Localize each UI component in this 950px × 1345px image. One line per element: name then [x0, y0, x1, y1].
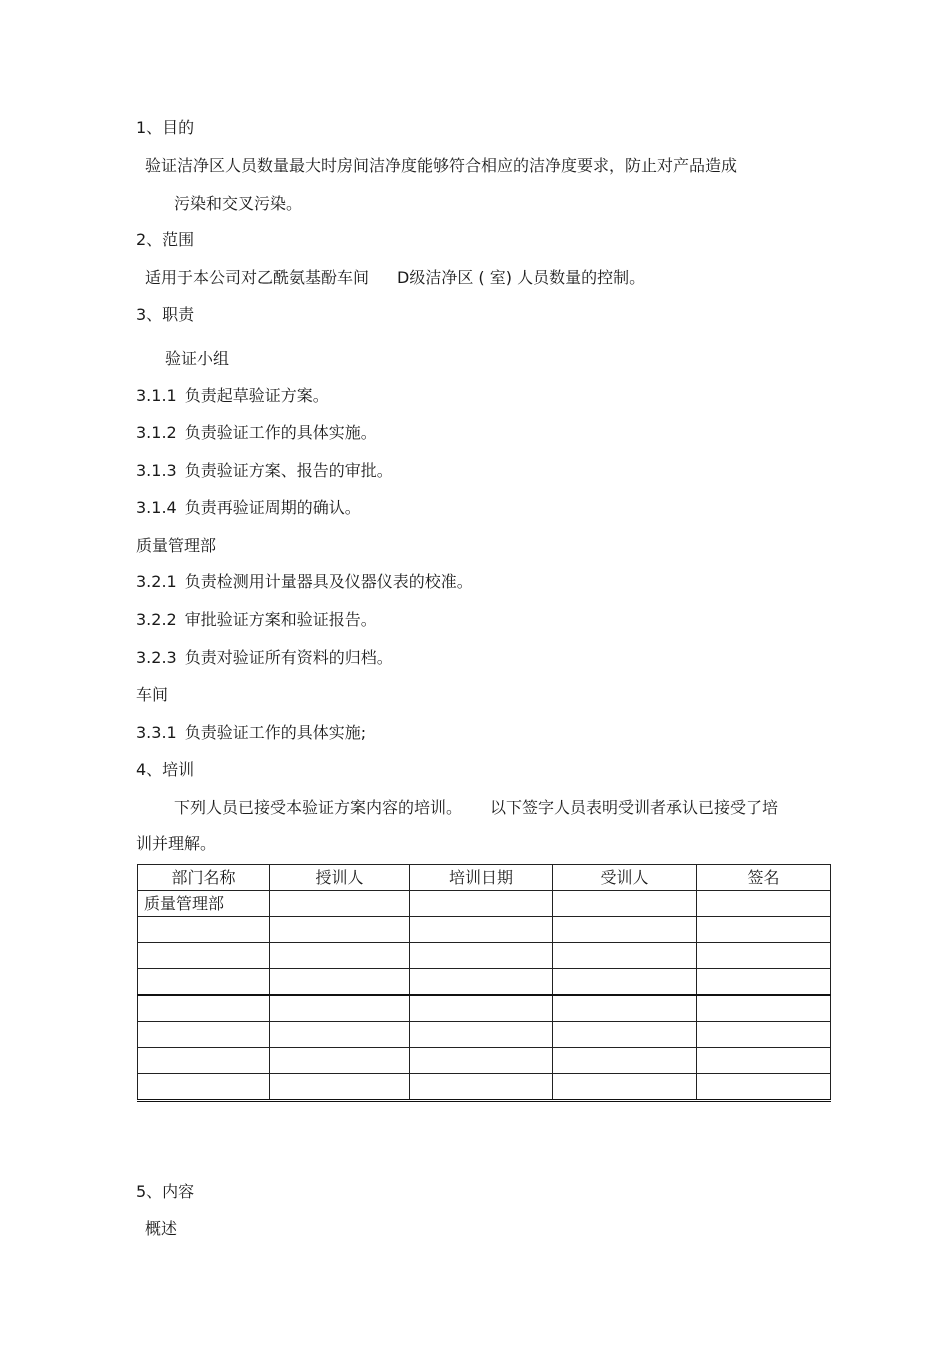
table-cell — [138, 943, 270, 969]
scope-text-part-2: D级洁净区 ( 室) 人员数量的控制。 — [397, 268, 646, 287]
table-cell — [270, 1022, 410, 1048]
table-cell — [697, 1074, 831, 1101]
item-3-1-3 — [136, 460, 393, 482]
item-number: 3.1.1 — [136, 386, 177, 405]
item-number: 3.2.2 — [136, 610, 177, 629]
header-training-date: 培训日期 — [410, 865, 553, 891]
table-cell — [410, 917, 553, 943]
table-cell — [410, 1074, 553, 1101]
table-cell — [138, 917, 270, 943]
table-cell — [270, 1048, 410, 1074]
item-number: 3.1.4 — [136, 498, 177, 517]
table-cell — [270, 969, 410, 996]
training-text-part-1: 下列人员已接受本验证方案内容的培训。 — [174, 798, 463, 817]
table-cell — [138, 1074, 270, 1101]
scope-text — [145, 267, 645, 289]
table-row — [138, 969, 831, 996]
training-record-table — [137, 864, 831, 1102]
item-3-2-3 — [136, 647, 393, 669]
table-cell — [553, 1074, 697, 1101]
table-row — [138, 943, 831, 969]
item-text: 负责检测用计量器具及仪器仪表的校准。 — [184, 572, 473, 591]
item-text: 负责对验证所有资料的归档。 — [184, 648, 393, 667]
table-cell — [410, 1022, 553, 1048]
item-3-2-2 — [136, 609, 377, 631]
header-trainer: 授训人 — [270, 865, 410, 891]
table-cell — [138, 969, 270, 996]
item-number: 3.1.3 — [136, 461, 177, 480]
training-text-line-1 — [174, 797, 778, 819]
table-cell — [410, 1048, 553, 1074]
table-cell — [270, 943, 410, 969]
table-row — [138, 995, 831, 1022]
section-1-title: 1、目的 — [136, 118, 195, 137]
item-text: 负责验证方案、报告的审批。 — [184, 461, 393, 480]
section-4-title: 4、培训 — [136, 760, 195, 779]
table-row — [138, 917, 831, 943]
item-text: 负责验证工作的具体实施。 — [184, 423, 377, 442]
table-cell — [270, 1074, 410, 1101]
table-cell — [697, 995, 831, 1022]
table-cell — [138, 995, 270, 1022]
item-text: 负责验证工作的具体实施; — [184, 723, 367, 742]
overview-subtitle: 概述 — [145, 1219, 178, 1238]
table-cell — [697, 1022, 831, 1048]
table-cell — [697, 917, 831, 943]
table-cell — [553, 943, 697, 969]
table-cell — [697, 969, 831, 996]
table-cell — [553, 917, 697, 943]
table-cell — [697, 943, 831, 969]
group-validation-team: 验证小组 — [165, 349, 230, 368]
table-row — [138, 1074, 831, 1101]
training-text-line-2: 训并理解。 — [136, 834, 217, 853]
header-dept-name: 部门名称 — [138, 865, 270, 891]
item-number: 3.3.1 — [136, 723, 177, 742]
item-3-1-1 — [136, 385, 329, 407]
header-signature: 签名 — [697, 865, 831, 891]
section-5-title: 5、内容 — [136, 1182, 195, 1201]
item-3-1-4 — [136, 497, 361, 519]
item-3-2-1 — [136, 571, 473, 593]
table-cell — [553, 969, 697, 996]
table-cell — [697, 891, 831, 917]
table-cell — [410, 891, 553, 917]
group-quality-dept: 质量管理部 — [136, 536, 217, 555]
table-row — [138, 891, 831, 917]
item-text: 审批验证方案和验证报告。 — [184, 610, 377, 629]
table-cell — [270, 995, 410, 1022]
table-cell — [410, 995, 553, 1022]
item-3-1-2 — [136, 422, 377, 444]
table-cell — [553, 1022, 697, 1048]
table-cell — [410, 969, 553, 996]
table-cell — [553, 995, 697, 1022]
table-cell — [697, 1048, 831, 1074]
item-text: 负责起草验证方案。 — [184, 386, 329, 405]
table-cell — [553, 1048, 697, 1074]
item-number: 3.1.2 — [136, 423, 177, 442]
table-row — [138, 1022, 831, 1048]
item-number: 3.2.3 — [136, 648, 177, 667]
purpose-text-line-2: 污染和交叉污染。 — [174, 194, 303, 213]
table-cell — [553, 891, 697, 917]
table-cell — [270, 891, 410, 917]
purpose-text-line-1: 验证洁净区人员数量最大时房间洁净度能够符合相应的洁净度要求，防止对产品造成 — [145, 156, 738, 175]
table-cell — [138, 1048, 270, 1074]
training-text-part-2: 以下签字人员表明受训者承认已接受了培 — [490, 798, 779, 817]
scope-text-part-1: 适用于本公司对乙酰氨基酚车间 — [145, 268, 370, 287]
item-number: 3.2.1 — [136, 572, 177, 591]
group-workshop: 车间 — [136, 685, 169, 704]
table-cell — [138, 1022, 270, 1048]
section-3-title: 3、职责 — [136, 305, 195, 324]
table-cell — [270, 917, 410, 943]
table-header-row — [138, 865, 831, 891]
table-row — [138, 1048, 831, 1074]
table-cell — [410, 943, 553, 969]
item-text: 负责再验证周期的确认。 — [184, 498, 361, 517]
header-trainee: 受训人 — [553, 865, 697, 891]
table-cell: 质量管理部 — [138, 891, 270, 917]
item-3-3-1 — [136, 722, 366, 744]
section-2-title: 2、范围 — [136, 230, 195, 249]
